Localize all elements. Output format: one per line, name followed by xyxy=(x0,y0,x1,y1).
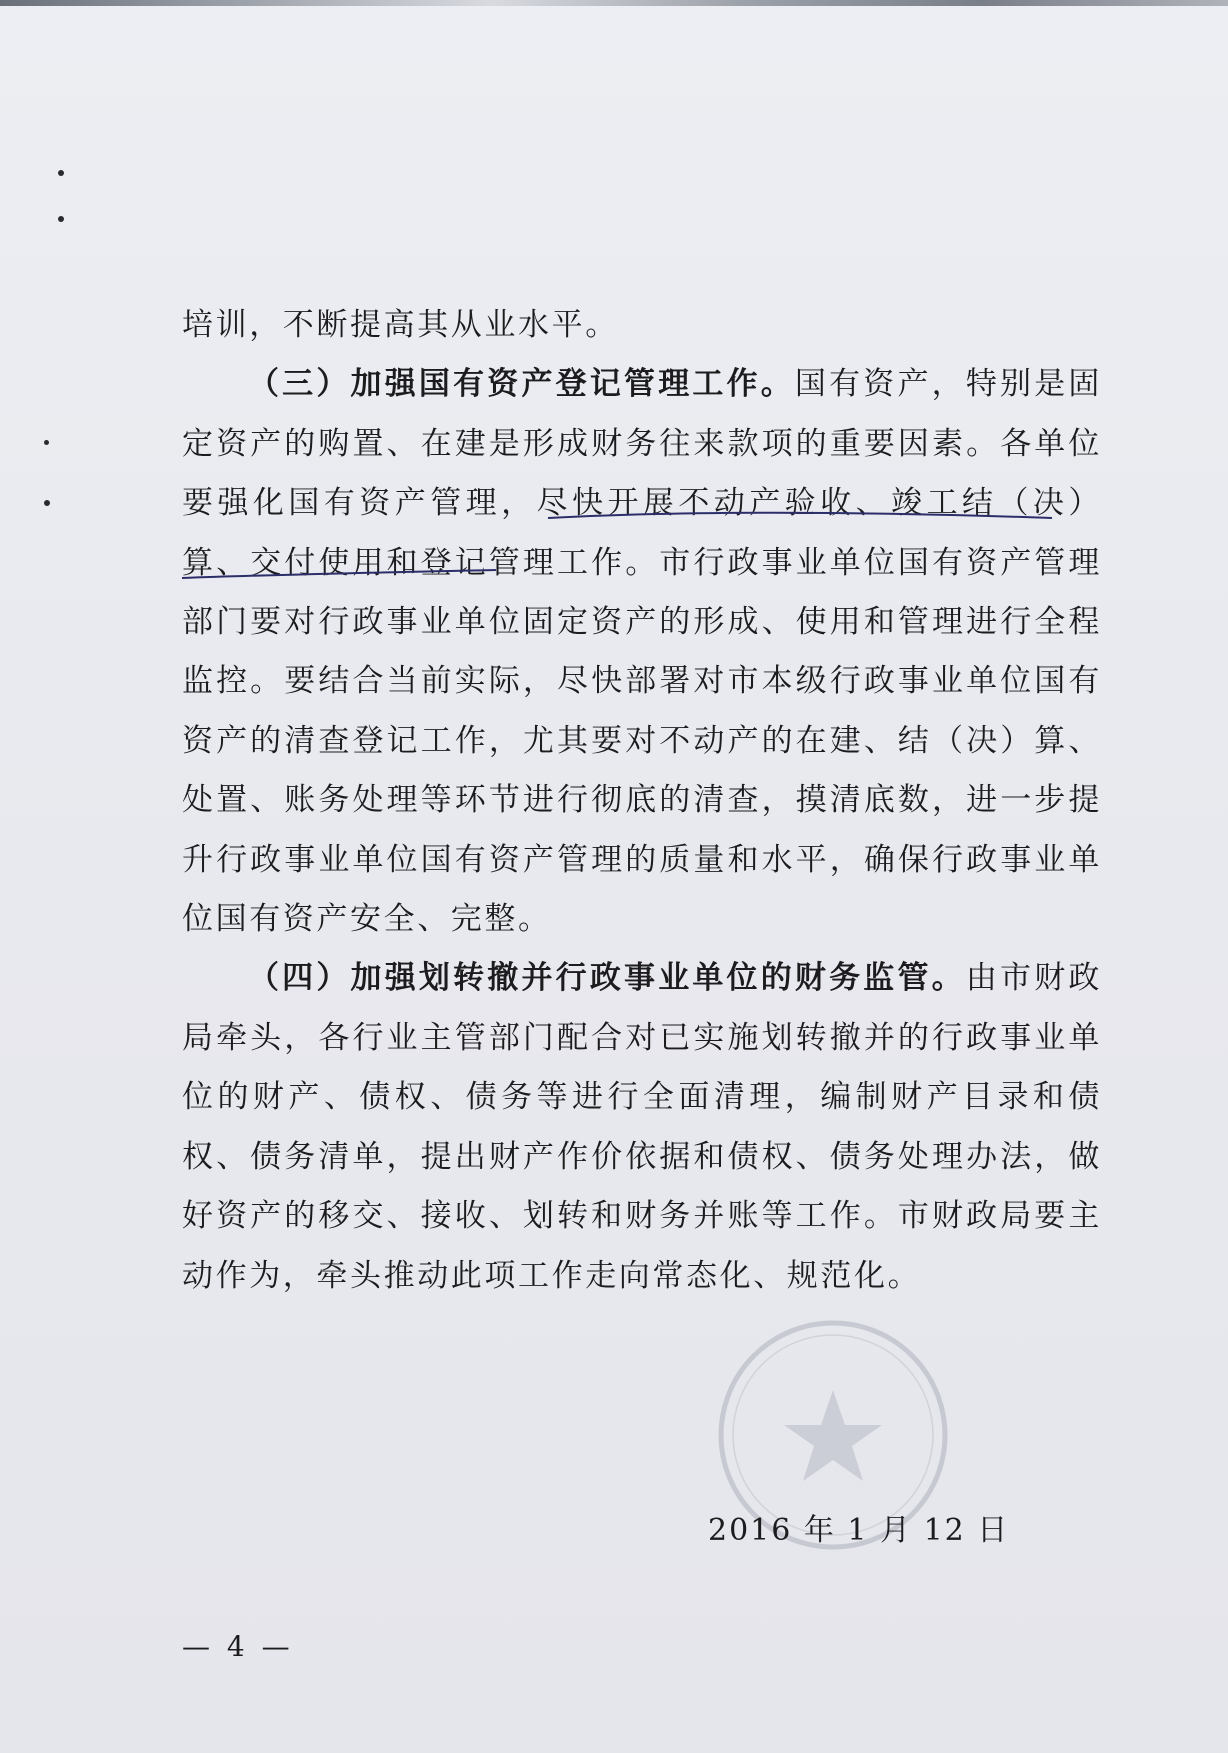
section-4-body: 由市财政局牵头，各行业主管部门配合对已实施划转撤并的行政事业单位的财产、债权、债务等进行全面清理，编制财产目录和债权、债务清单，提出财产作价依据和债权、债务处理办法，做好资产的移交、接收、划转和财务并账等工作。市财政局要主动作为，牵头推动此项工作走向常态化、规范化。 xyxy=(182,960,1102,1294)
section-3-heading: （三）加强国有资产登记管理工作。 xyxy=(248,366,795,403)
section-4-paragraph xyxy=(182,949,1102,1305)
section-3-body: 国有资产，特别是固定资产的购置、在建是形成财务往来款项的重要因素。各单位要强化国有资产管理，尽快开展不动产验收、竣工结（决）算、交付使用和登记管理工作。市行政事业单位国有资产管理部门要对行政事业单位固定资产的形成、使用和管理进行全程监控。要结合当前实际，尽快部署对市本级行政事业单位国有资产的清查登记工作，尤其要对不动产的在建、结（决）算、处置、账务处理等环节进行彻底的清查，摸清底数，进一步提升行政事业单位国有资产管理的质量和水平，确保行政事业单位国有资产安全、完整。 xyxy=(182,366,1102,938)
page-number: — 4 — xyxy=(182,1630,294,1663)
scan-top-edge xyxy=(0,0,1228,6)
section-4-heading: （四）加强划转撤并行政事业单位的财务监管。 xyxy=(248,960,966,997)
signing-date: 2016 年 1 月 12 日 xyxy=(708,1513,1010,1548)
continuation-paragraph: 培训，不断提高其从业水平。 xyxy=(182,307,619,343)
document-body xyxy=(182,296,1102,1306)
section-3-paragraph xyxy=(182,355,1102,949)
